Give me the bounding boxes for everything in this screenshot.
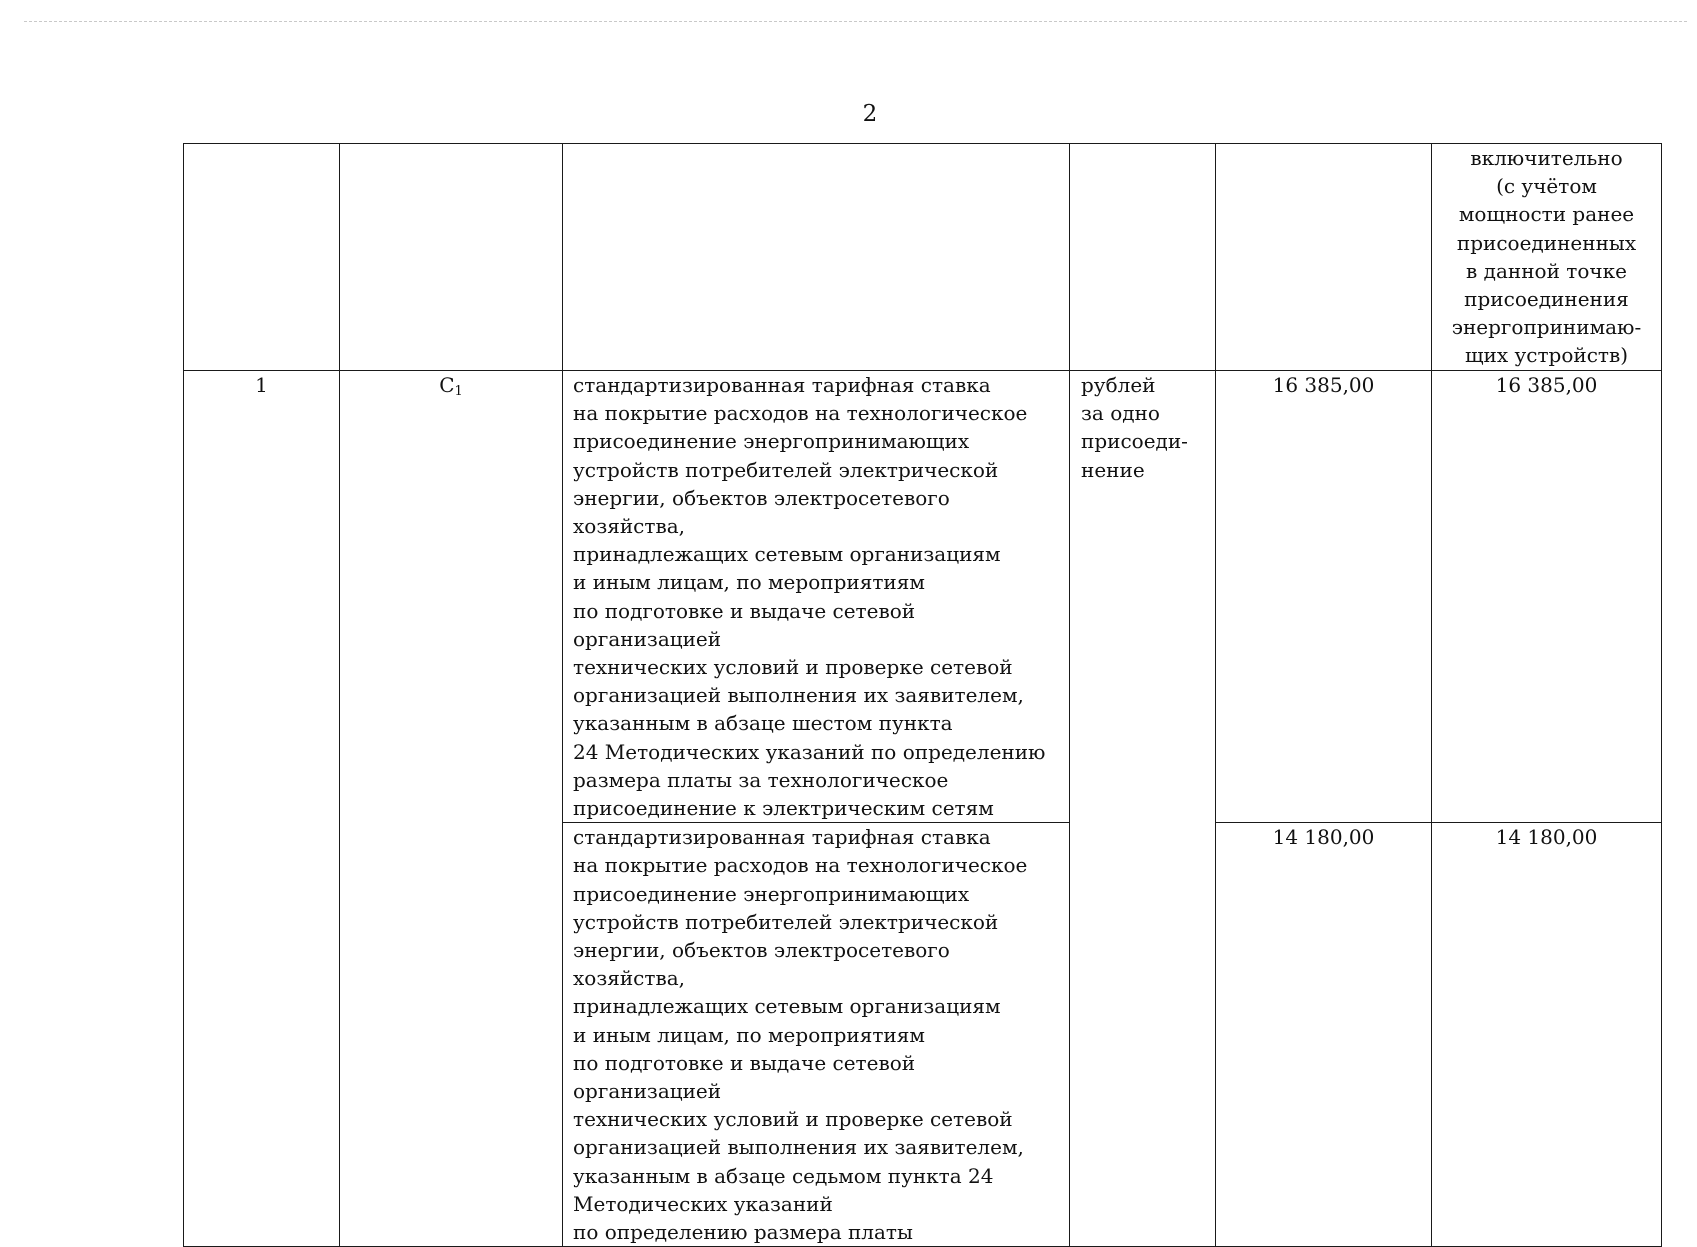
header-cell-code — [340, 144, 563, 371]
header-cell-number — [184, 144, 340, 371]
rate-code-subscript: 1 — [454, 384, 463, 399]
page-number: 2 — [862, 101, 878, 127]
rate-value-1-row-2: 14 180,00 — [1216, 823, 1432, 1247]
table-header-row — [184, 144, 1662, 371]
rate-value-2-row-2: 14 180,00 — [1432, 823, 1662, 1247]
rate-unit: рублей за одно присоеди- нение — [1070, 371, 1216, 1247]
tariff-table — [183, 143, 1662, 1247]
header-cell-value-1 — [1216, 144, 1432, 371]
header-cell-description — [563, 144, 1070, 371]
rate-code-letter: C — [439, 373, 455, 397]
scan-top-rule — [24, 21, 1687, 22]
rate-code — [340, 371, 563, 1247]
header-cell-unit — [1070, 144, 1216, 371]
table-row — [184, 371, 1662, 823]
row-number: 1 — [184, 371, 340, 1247]
rate-value-2-row-1: 16 385,00 — [1432, 371, 1662, 823]
rate-description-1: стандартизированная тарифная ставка на покрытие расходов на технологическое присоединение энергопринимающих устройств потребителей электрической энергии, объектов электросетевого хозяйства, принадлежащих сетевым организациям и иным лицам, по мероприятиям по подготовке и выдаче сетевой организацией технических условий и проверке сетевой организацией выполнения их заявителем, указанным в абзаце шестом пункта 24 Методических указаний по определению размера платы за технологическое присоединение к электрическим сетям — [563, 371, 1070, 823]
rate-description-2: стандартизированная тарифная ставка на покрытие расходов на технологическое присоединение энергопринимающих устройств потребителей электрической энергии, объектов электросетевого хозяйства, принадлежащих сетевым организациям и иным лицам, по мероприятиям по подготовке и выдаче сетевой организацией технических условий и проверке сетевой организацией выполнения их заявителем, указанным в абзаце седьмом пункта 24 Методических указаний по определению размера платы — [563, 823, 1070, 1247]
rate-value-1-row-1: 16 385,00 — [1216, 371, 1432, 823]
header-cell-value-2: включительно (с учётом мощности ранее присоединенных в данной точке присоединения энергопринимаю- щих устройств) — [1432, 144, 1662, 371]
